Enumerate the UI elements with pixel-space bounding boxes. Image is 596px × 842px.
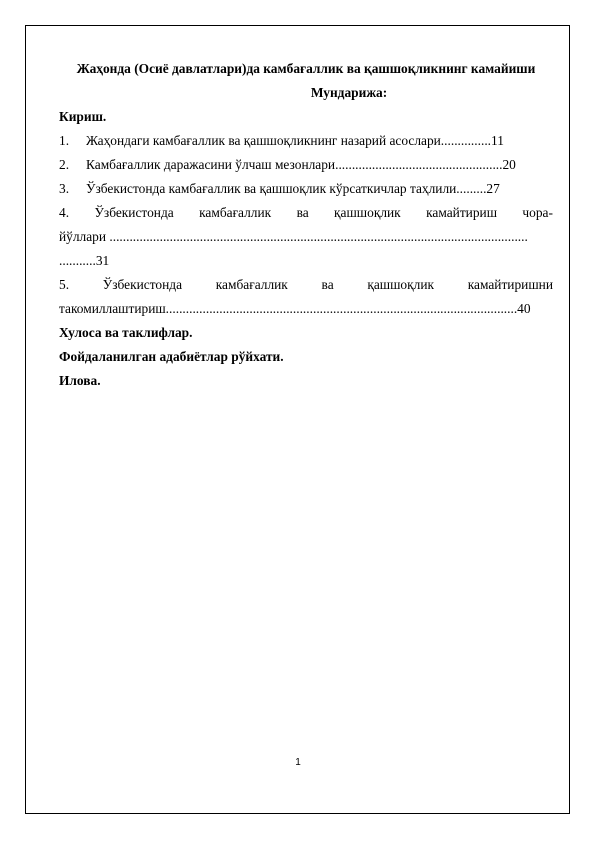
toc-item-4-line-1	[59, 201, 553, 225]
toc-item-5-line-1	[59, 273, 553, 297]
appendix-heading: Илова.	[59, 373, 101, 388]
toc-item-number: 3.	[59, 181, 70, 196]
toc-word: камбағаллик	[199, 205, 272, 220]
toc-item-text: Ўзбекистонда камбағаллик ва қашшоқлик кўрсаткичлар таҳлили.........27	[86, 181, 500, 196]
toc-word: Ўзбекистонда	[102, 277, 183, 292]
intro-heading: Кириш.	[59, 109, 107, 124]
toc-word: Ўзбекистонда	[94, 205, 174, 220]
document-body	[59, 57, 553, 393]
references-heading: Фойдаланилган адабиётлар рўйхати.	[59, 349, 284, 364]
toc-word: камбағаллик	[215, 277, 288, 292]
toc-item-text: Жаҳондаги камбағаллик ва қашшоқликнинг назарий асослари...............11	[86, 133, 504, 148]
toc-item-4-line-3: ...........31	[59, 253, 110, 268]
page-number: 1	[295, 757, 301, 768]
toc-word: ва	[321, 277, 334, 292]
toc-item-text: Камбағаллик даражасини ўлчаш мезонлари..................................................20	[86, 157, 516, 172]
toc-word: чора-	[522, 205, 553, 220]
toc-word: камайтириш	[426, 205, 498, 220]
toc-item-3	[59, 177, 553, 201]
toc-item-1	[59, 129, 553, 153]
contents-heading: Мундарижа:	[310, 85, 388, 100]
toc-item-5-line-2: такомиллаштириш.........................................................................................................40	[59, 301, 531, 316]
toc-word: камайтиришни	[467, 277, 553, 292]
toc-item-number: 4.	[59, 205, 70, 220]
toc-word: ва	[296, 205, 309, 220]
document-title: Жаҳонда (Осиё давлатлари)да камбағаллик ва қашшоқликнинг камайиши	[76, 61, 536, 76]
toc-item-2	[59, 153, 553, 177]
toc-item-number: 2.	[59, 157, 70, 172]
toc-item-4-line-2: йўллари .............................................................................................................................	[59, 229, 528, 244]
toc-word: қашшоқлик	[334, 205, 401, 220]
toc-item-number: 5.	[59, 277, 70, 292]
conclusion-heading: Хулоса ва таклифлар.	[59, 325, 193, 340]
toc-item-number: 1.	[59, 133, 70, 148]
toc-word: қашшоқлик	[367, 277, 434, 292]
